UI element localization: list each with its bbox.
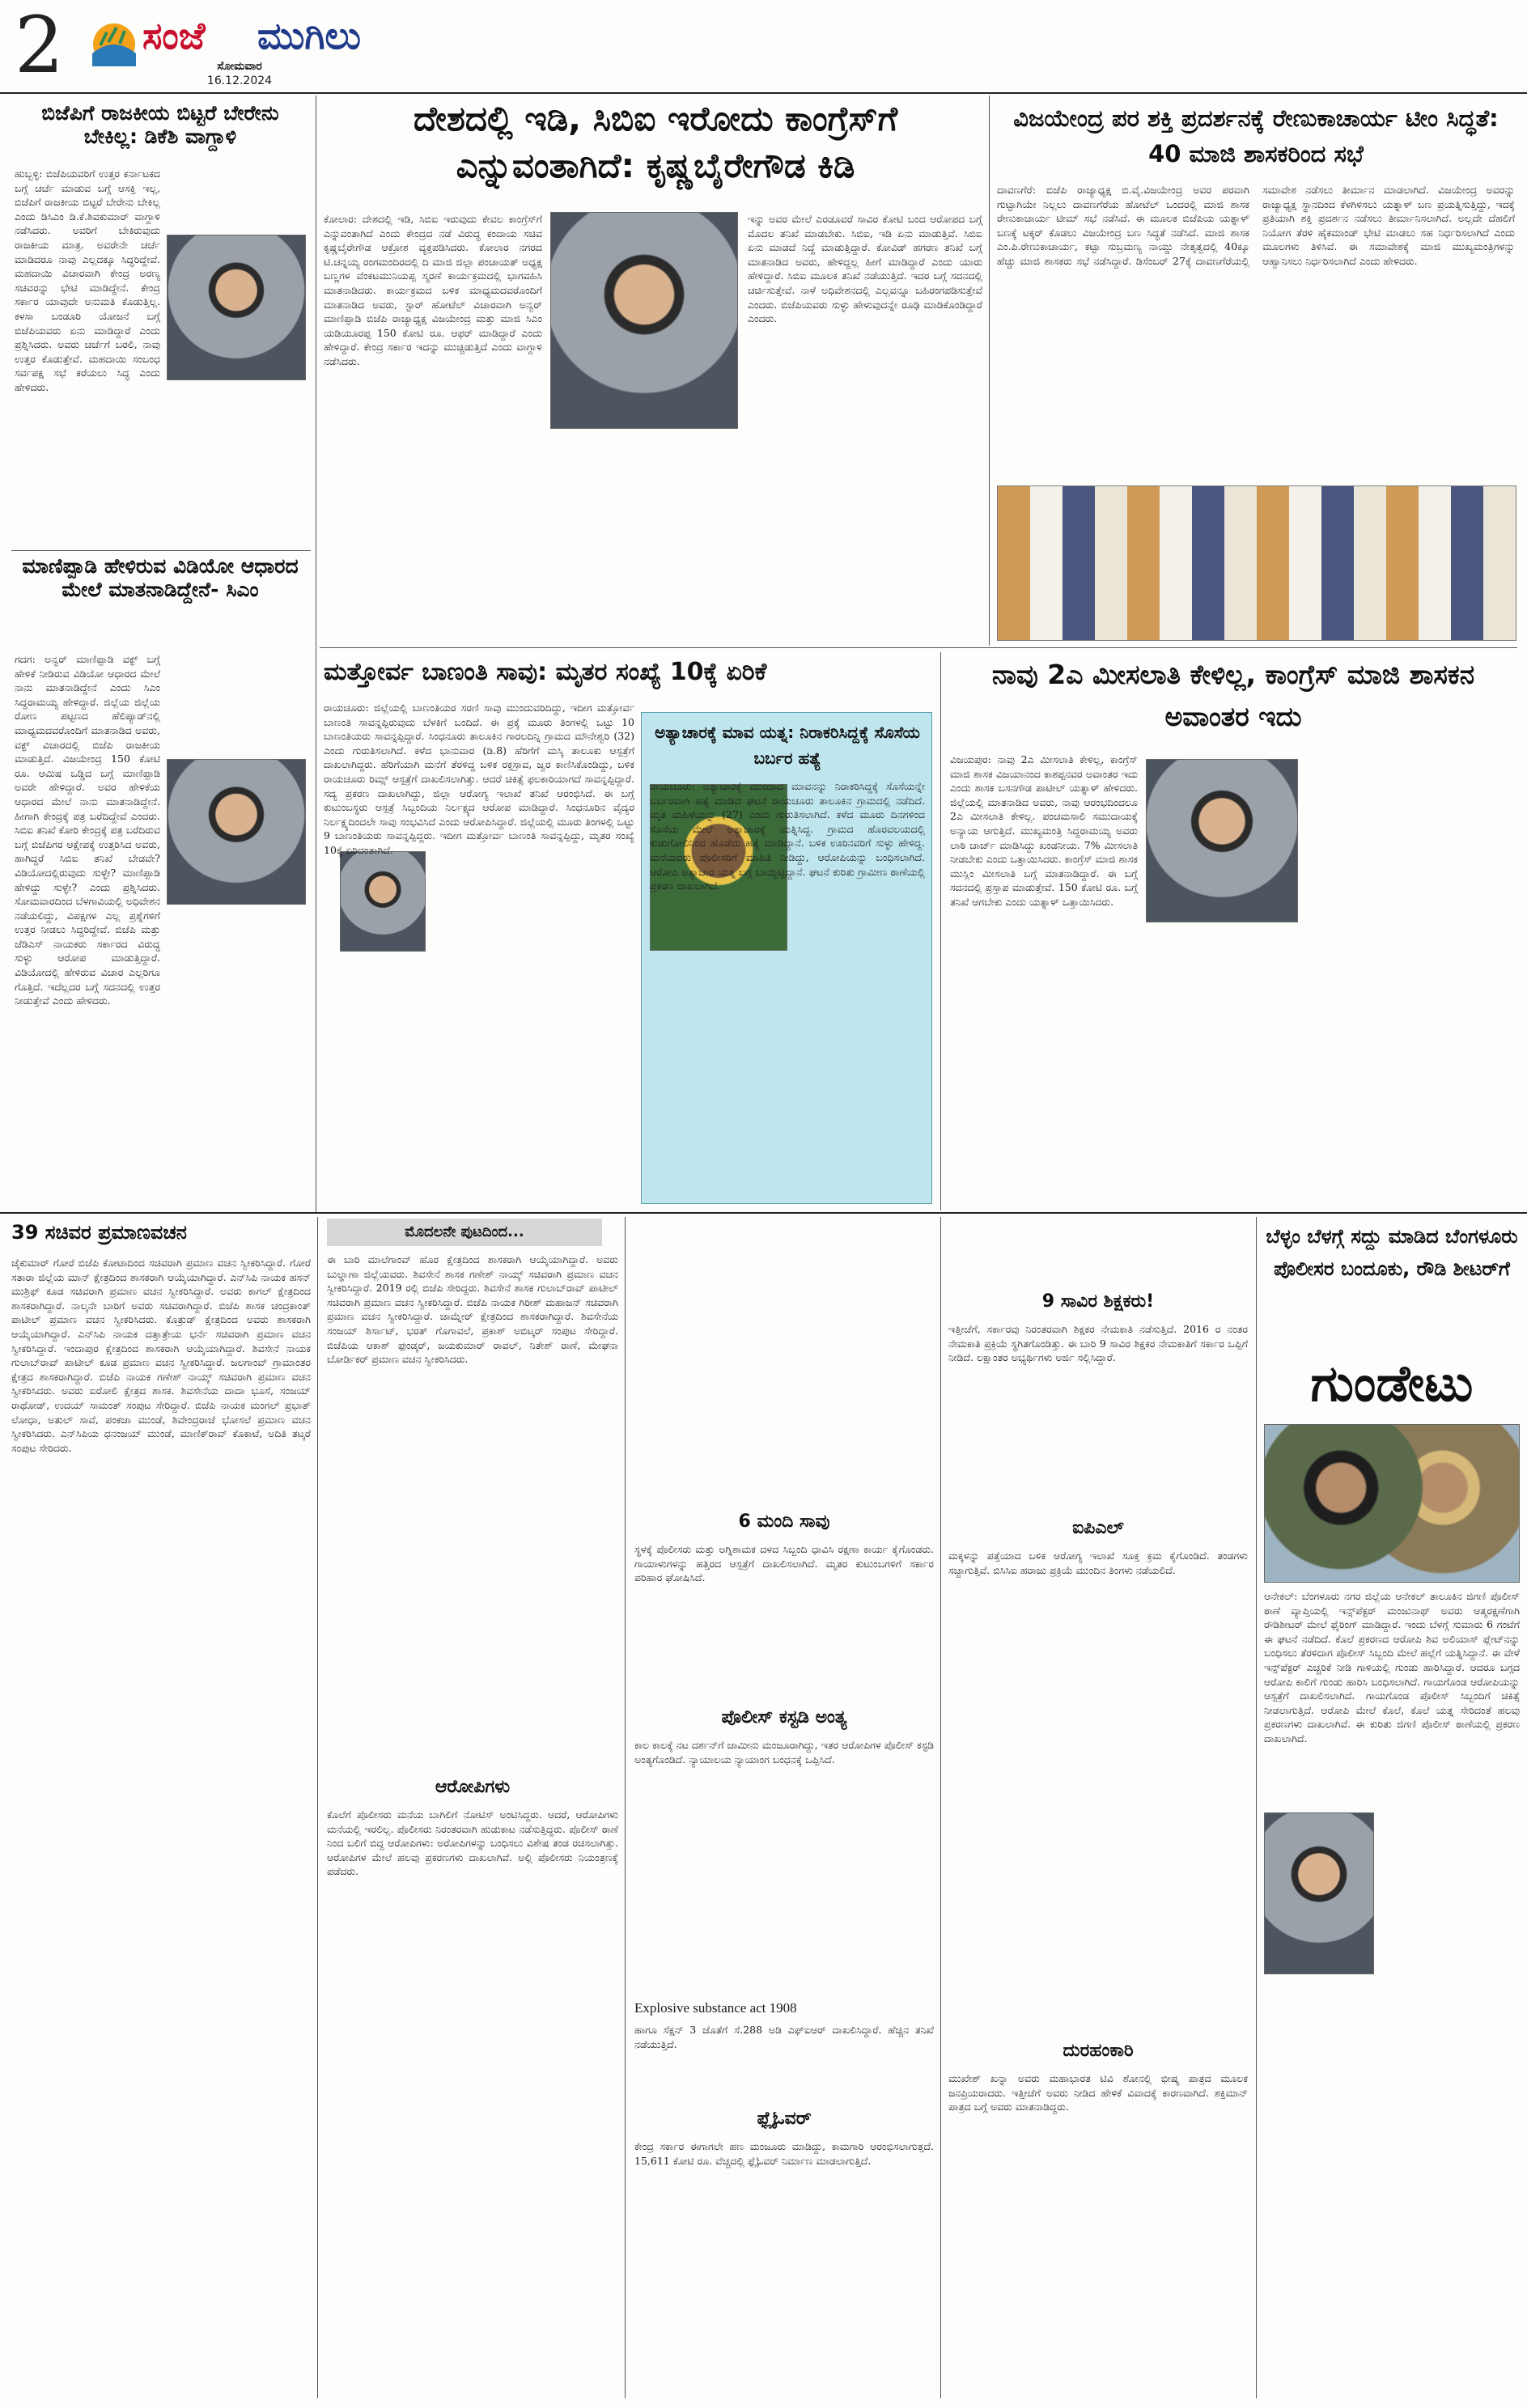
yatnal-photo — [1146, 759, 1298, 922]
accused-body: ಕೊಲೆಗೆ ಪೊಲೀಸರು ಮನೆಯ ಬಾಗಿಲಿಗೆ ನೋಟಿಸ್ ಅಂಟಿಸಿದ್ದರು. ಆದರೆ, ಆರೋಪಿಗಳು ಮನೆಯಲ್ಲಿ ಇರಲಿಲ್ಲ. ಪೊಲೀಸರು ನಿರಂತರವಾಗಿ ಹುಡುಕಾಟ ನಡೆಸುತ್ತಿದ್ದರು. ಪೊಲೀಸ್ ಠಾಣೆ ನಿಂದ ಬಲಿಗೆ ಬಿದ್ದ ಆರೋಪಿಗಳು: ಅರೋಪಿಗಳನ್ನು ಬಂಧಿಸಲು ವಿಶೇಷ ತಂಡ ರಚಿಸಲಾಗಿತ್ತು. ಆರೋಪಿಗಳ ಮೇಲೆ ಹಲವು ಪ್ರಕರಣಗಳು ದಾಖಲಾಗಿವೆ. ಅಲ್ಲಿ ಪೊಲೀಸರು ನಿಯಂತ್ರಣಕ್ಕೆ ಪಡೆದರು. — [327, 1808, 618, 1878]
six-prelude — [634, 1222, 934, 1497]
masthead-title-2: ಮುಗಿಲು — [257, 14, 361, 57]
shoot-headline: ಬೆಳ್ಳಂ ಬೆಳಗ್ಗೆ ಸದ್ದು ಮಾಡಿದ ಬೆಂಗಳೂರು ಪೊಲೀಸರ ಬಂದೂಕು, ರೌಡಿ ಶೀಟರ್‌ಗೆ — [1266, 1225, 1518, 1280]
oath-body: ಜೈಕುಮಾರ್ ಗೋರೆ ಬಿಜೆಪಿ ಕೋಟಾದಿಂದ ಸಚಿವರಾಗಿ ಪ್ರಮಾಣ ವಚನ ಸ್ವೀಕರಿಸಿದ್ದಾರೆ. ಗೋರೆ ಸತಾರಾ ಜಿಲ್ಲೆಯ ಮಾನ್ ಕ್ಷೇತ್ರದಿಂದ ಶಾಸಕರಾಗಿ ಆಯ್ಕೆಯಾಗಿದ್ದಾರೆ. ಎನ್‌ಸಿಪಿ ನಾಯಕ ಹಸನ್ ಮುಶ್ರಿಫ್ ಕೂಡ ಸಚಿವರಾಗಿ ಪ್ರಮಾಣ ವಚನ ಸ್ವೀಕರಿಸಿದ್ದಾರೆ. ಅವರು ಕಾಗಲ್ ಕ್ಷೇತ್ರದಿಂದ ಶಾಸಕರಾಗಿದ್ದಾರೆ. ನಾಲ್ಕನೇ ಬಾರಿಗೆ ಅವರು ಸಚಿವರಾಗಿದ್ದಾರೆ. ಬಿಜೆಪಿ ಶಾಸಕ ಚಂದ್ರಕಾಂತ್ ಪಾಟೀಲ್ ಪ್ರಮಾಣ ವಚನ ಸ್ವೀಕರಿಸಿದರು. ಕೊತ್ರುಡ್ ಕ್ಷೇತ್ರದಿಂದ ಅವರು ಶಾಸಕರಾಗಿ ಆಯ್ಕೆಯಾಗಿದ್ದಾರೆ. ಎನ್‌ಸಿಪಿ ನಾಯಕ ದತ್ತಾತ್ರೇಯ ಭರ್ನೆ ಸಚಿವರಾಗಿ ಪ್ರಮಾಣ ವಚನ ಸ್ವೀಕರಿಸಿದ್ದಾರೆ. ಇಂದಾಪುರ ಕ್ಷೇತ್ರದಿಂದ ಶಾಸಕರಾಗಿ ಆಯ್ಕೆಯಾಗಿದ್ದಾರೆ. ಶಿವಸೇನೆ ನಾಯಕ ಗುಲಾಬ್‌ರಾವ್ ಪಾಟೀಲ್ ಕೂಡ ಪ್ರಮಾಣ ವಚನ ಸ್ವೀಕರಿಸಿದ್ದಾರೆ. ಜಲಗಾಂವ್ ಗ್ರಾಮಾಂತರ ಕ್ಷೇತ್ರದ ಶಾಸಕರಾಗಿದ್ದಾರೆ. ಬಿಜೆಪಿ ನಾಯಕ ಗಣೇಶ್ ನಾಯ್ಕ್ ಸಚಿವರಾಗಿ ಪ್ರಮಾಣ ವಚನ ಸ್ವೀಕರಿಸಿದರು. ಅವರು ಐರೋಲಿ ಕ್ಷೇತ್ರದ ಶಾಸಕ. ಶಿವಸೇನೆಯ ದಾದಾ ಭೂಸೆ, ಸಂಜಯ್ ರಾಥೋಡ್, ಉದಯ್ ಸಾಮಂತ್ ಸಂಪುಟ ಸೇರಿದ್ದಾರೆ. ಬಿಜೆಪಿ ನಾಯಕ ಮಂಗಲ್ ಪ್ರಭಾತ್ ಲೋಧಾ, ಅತುಲ್ ಸಾವೆ, ಪಂಕಜಾ ಮುಂಡೆ, ಶಿವೇಂದ್ರರಾಜೆ ಭೋಸಲೆ ಪ್ರಮಾಣ ವಚನ ಸ್ವೀಕರಿಸಿದರು. ಎನ್‌ಸಿಪಿಯ ಧನಂಜಯ್ ಮುಂಡೆ, ಮಾಣಿಕ್‌ರಾವ್ ಕೊಕಾಟೆ, ಅದಿತಿ ತಟ್ಕರೆ ಸಂಪುಟ ಸೇರಿದರು. — [11, 1257, 311, 1454]
ipl-headline: ಐಪಿಎಲ್ — [1072, 1518, 1124, 1538]
explosive-headline: Explosive substance act 1908 — [634, 2000, 797, 2016]
dkshivakumar-photo — [167, 235, 306, 380]
arrogance-body: ಮುಖೇಶ್ ಖನ್ನಾ ಅವರು ಮಹಾಭಾರತ ಟಿವಿ ಶೋನಲ್ಲಿ ಭೀಷ್ಮ ಪಾತ್ರದ ಮೂಲಕ ಜನಪ್ರಿಯರಾದರು. ಇತ್ತೀಚೆಗೆ ಅವರು ನೀಡಿದ ಹೇಳಿಕೆ ವಿವಾದಕ್ಕೆ ಕಾರಣವಾಗಿದೆ. ಶಕ್ತಿಮಾನ್ ಪಾತ್ರದ ಬಗ್ಗೆ ಅವರು ಮಾತನಾಡಿದ್ದರು. — [948, 2072, 1248, 2113]
police-body: ಕಾಲ ಕಾಲಕ್ಕೆ ನಟ ದರ್ಶನ್‌ಗೆ ಜಾಮೀನು ಮಂಜೂರಾಗಿದ್ದು, ಇತರ ಆರೋಪಿಗಳ ಪೊಲೀಸ್ ಕಸ್ಟಡಿ ಅಂತ್ಯಗೊಂಡಿದೆ. ನ್ಯಾಯಾಲಯ ನ್ಯಾಯಾಂಗ ಬಂಧನಕ್ಕೆ ಒಪ್ಪಿಸಿದೆ. — [634, 1739, 934, 1766]
masthead-day: ಸೋಮವಾರ — [217, 60, 262, 73]
masthead-logo-icon — [87, 18, 141, 71]
reservation-body-right — [1308, 752, 1516, 1202]
continued-banner — [327, 1219, 602, 1246]
lead-headline: ದೇಶದಲ್ಲಿ ಇಡಿ, ಸಿಬಿಐ ಇರೋದು ಕಾಂಗ್ರೆಸ್‌ಗೆ ಎನ್ನುವಂತಾಗಿದೆ: ಕೃಷ್ಣಬೈರೇಗೌಡ ಕಿಡಿ — [413, 99, 898, 185]
masthead-title-1: ಸಂಜೆ — [142, 14, 206, 57]
explosive-body: ಹಾಗೂ ಸೆಕ್ಷನ್ 3 ಜೊತೆಗೆ ಸೆ.288 ಅಡಿ ಎಫ್‌ಐಆರ್ ದಾಖಲಿಸಿದ್ದಾರೆ. ಹೆಚ್ಚಿನ ತನಿಖೆ ನಡೆಯುತ್ತಿದೆ. — [634, 2024, 934, 2050]
police-headline: ಪೊಲೀಸ್ ಕಸ್ಟಡಿ ಅಂತ್ಯ — [721, 1707, 847, 1728]
boxed-story — [641, 712, 932, 1204]
vijayendra-headline: ವಿಜಯೇಂದ್ರ ಪರ ಶಕ್ತಿ ಪ್ರದರ್ಶನಕ್ಕೆ ರೇಣುಕಾಚಾರ್ಯ ಟೀಂ ಸಿದ್ಧತೆ: 40 ಮಾಜಿ ಶಾಸಕರಿಂದ ಸಭೆ — [1013, 104, 1499, 167]
left-body-1: ಹುಬ್ಬಳ್ಳಿ: ಬಿಜೆಪಿಯವರಿಗೆ ಉತ್ತರ ಕರ್ನಾಟಕದ ಬಗ್ಗೆ ಚರ್ಚೆ ಮಾಡುವ ಬಗ್ಗೆ ಆಸಕ್ತಿ ಇಲ್ಲ, ಬಿಜೆಪಿಗೆ ರಾಜಕೀಯ ಬಿಟ್ಟರೆ ಬೇರೇನು ಬೇಕಿಲ್ಲ ಎಂದು ಡಿಸಿಎಂ ಡಿ.ಕೆ.ಶಿವಕುಮಾರ್ ವಾಗ್ದಾಳಿ ನಡೆಸಿದರು. ಅವರಿಗೆ ಬೇಕಿರುವುದು ರಾಜಕೀಯ ಮಾತ್ರ. ಅವರೇನೇ ಚರ್ಚೆ ಮಾಡಿದರೂ ನಾವು ಎಲ್ಲದಕ್ಕೂ ಸಿದ್ಧರಿದ್ದೇವೆ. ಮಹದಾಯಿ ವಿಚಾರವಾಗಿ ಕೇಂದ್ರ ಅರಣ್ಯ ಸಚಿವರನ್ನು ಭೇಟಿ ಮಾಡಿದ್ದೇನೆ. ಕೇಂದ್ರ ಸರ್ಕಾರ ಯಾವುದೇ ಅನುಮತಿ ಕೊಡುತ್ತಿಲ್ಲ. ಕಳಸಾ ಬಂಡೂರಿ ಯೋಜನೆ ಬಗ್ಗೆ ಬಿಜೆಪಿಯವರು ಏನು ಮಾಡಿದ್ದಾರೆ ಎಂದು ಪ್ರಶ್ನಿಸಿದರು. ಅವರು ಚರ್ಚೆಗೆ ಬರಲಿ, ನಾವು ಉತ್ತರ ಕೊಡುತ್ತೇವೆ. ಮಹದಾಯಿ ಸಂಬಂಧ ಸರ್ವಪಕ್ಷ ಸಭೆ ಕರೆಯಲು ಸಿದ್ಧ ಎಂದು ಹೇಳಿದರು. — [15, 167, 160, 393]
accused-headline: ಆರೋಪಿಗಳು — [435, 1777, 511, 1797]
boxed-headline: ಅತ್ಯಾಚಾರಕ್ಕೆ ಮಾವ ಯತ್ನ: ನಿರಾಕರಿಸಿದ್ದಕ್ಕೆ ಸೊಸೆಯ ಬರ್ಬರ ಹತ್ಯೆ — [655, 723, 920, 768]
reservation-headline: ನಾವು 2ಎ ಮೀಸಲಾತಿ ಕೇಳಿಲ್ಲ, ಕಾಂಗ್ರೆಸ್ ಮಾಜಿ ಶಾಸಕನ ಅವಾಂತರ ಇದು — [991, 659, 1475, 732]
teachers-headline: 9 ಸಾವಿರ ಶಿಕ್ಷಕರು! — [1041, 1291, 1155, 1312]
vijayendra-body: ದಾವಣಗೆರೆ: ಬಿಜೆಪಿ ರಾಜ್ಯಾಧ್ಯಕ್ಷ ಬಿ.ವೈ.ವಿಜಯೇಂದ್ರ ಅವರ ಪರವಾಗಿ ಗುಟ್ಟಾಗಿಯೇ ನಿಲ್ಲಲು ದಾವಣಗೆರೆಯ ಹೋಟೆಲ್ ಒಂದರಲ್ಲಿ ಮಾಜಿ ಶಾಸಕ ರೇಣುಕಾಚಾರ್ಯ ಟೀಮ್ ಸಭೆ ನಡೆಸಿದೆ. ಈ ಮೂಲಕ ಬಿಜೆಪಿಯ ಯತ್ನಾಳ್ ಬಣಕ್ಕೆ ಟಕ್ಕರ್ ಕೊಡಲು ವಿಜಯೇಂದ್ರ ಬಣ ಸಿದ್ಧತೆ ನಡೆಸಿದೆ. ಮಾಜಿ ಶಾಸಕ ಎಂ.ಪಿ.ರೇಣುಕಾಚಾರ್ಯ, ಕಟ್ಟಾ ಸುಬ್ರಮಣ್ಯ ನಾಯ್ಡು ನೇತೃತ್ವದಲ್ಲಿ 40ಕ್ಕೂ ಹೆಚ್ಚು ಮಾಜಿ ಶಾಸಕರು ಸಭೆ ನಡೆಸಿದ್ದಾರೆ. ಡಿಸೆಂಬರ್ 27ಕ್ಕೆ ದಾವಣಗೆರೆಯಲ್ಲಿ ಸಮಾವೇಶ ನಡೆಸಲು ತೀರ್ಮಾನ ಮಾಡಲಾಗಿದೆ. ವಿಜಯೇಂದ್ರ ಅವರನ್ನು ರಾಜ್ಯಾಧ್ಯಕ್ಷ ಸ್ಥಾನದಿಂದ ಕೆಳಗಿಳಿಸಲು ಯತ್ನಾಳ್ ಬಣ ಪ್ರಯತ್ನಿಸುತ್ತಿದ್ದು, ಇದಕ್ಕೆ ಪ್ರತಿಯಾಗಿ ಶಕ್ತಿ ಪ್ರದರ್ಶನ ನಡೆಸಲು ತೀರ್ಮಾನಿಸಲಾಗಿದೆ. ಅಲ್ಲದೇ ದೆಹಲಿಗೆ ನಿಯೋಗ ತೆರಳಿ ಹೈಕಮಾಂಡ್ ಭೇಟಿ ಮಾಡಲು ಸಹ ನಿರ್ಧರಿಸಲಾಗಿದೆ ಎಂದು ಮೂಲಗಳು ತಿಳಿಸಿವೆ. ಈ ಸಮಾವೇಶಕ್ಕೆ ಮಾಜಿ ಮುಖ್ಯಮಂತ್ರಿಗಳನ್ನು ಆಹ್ವಾನಿಸಲು ನಿರ್ಧರಿಸಲಾಗಿದೆ ಎಂದು ಹೇಳಿದರು. — [997, 184, 1515, 267]
left-headline-2: ಮಾಣಿಪ್ಪಾಡಿ ಹೇಳಿರುವ ವಿಡಿಯೋ ಆಧಾರದ ಮೇಲೆ ಮಾತನಾಡಿದ್ದೇನೆ- ಸಿಎಂ — [22, 555, 299, 601]
balanthi-headline: ಮತ್ತೋರ್ವ ಬಾಣಂತಿ ಸಾವು: ಮೃತರ ಸಂಖ್ಯೆ 10ಕ್ಕೆ ಏರಿಕೆ — [324, 658, 767, 686]
arrogance-headline: ದುರಹಂಕಾರಿ — [1063, 2041, 1134, 2061]
meeting-photo — [997, 485, 1516, 641]
oath-headline: 39 ಸಚಿವರ ಪ್ರಮಾಣವಚನ — [11, 1222, 187, 1244]
shoot-headline-big: ಗುಂಡೇಟು — [1310, 1354, 1474, 1413]
continued-body-mid: ಈ ಬಾರಿ ಮಾಲೆಗಾಂವ್ ಹೊರ ಕ್ಷೇತ್ರದಿಂದ ಶಾಸಕರಾಗಿ ಆಯ್ಕೆಯಾಗಿದ್ದಾರೆ. ಅವರು ಬುಲ್ಢಾಣಾ ಜಿಲ್ಲೆಯವರು. ಶಿವಸೇನೆ ಶಾಸಕ ಗಣೇಶ್ ನಾಯ್ಕ್ ಸಚಿವರಾಗಿ ಪ್ರಮಾಣ ವಚನ ಸ್ವೀಕರಿಸಿದ್ದಾರೆ. 2019 ರಲ್ಲಿ ಬಿಜೆಪಿ ಸೇರಿದ್ದರು. ಶಿವಸೇನೆ ಶಾಸಕ ಗುಲಾಬ್‌ರಾವ್ ಪಾಟೀಲ್ ಸಚಿವರಾಗಿ ಪ್ರಮಾಣ ವಚನ ಸ್ವೀಕರಿಸಿದ್ದಾರೆ. ಬಿಜೆಪಿ ನಾಯಕ ಗಿರೀಶ್ ಮಹಾಜನ್ ಸಚಿವರಾಗಿ ಪ್ರಮಾಣ ವಚನ ಸ್ವೀಕರಿಸಿದ್ದಾರೆ. ಜಾಮ್ನೇರ್ ಕ್ಷೇತ್ರದಿಂದ ಶಾಸಕರಾಗಿದ್ದಾರೆ. ಶಿವಸೇನೆಯ ಸಂಜಯ್ ಶಿರ್ಸಾಟ್, ಭರತ್ ಗೊಗಾವಲೆ, ಪ್ರಕಾಶ್ ಅಬಿಟ್ಕರ್ ಸಂಪುಟ ಸೇರಿದ್ದಾರೆ. ಬಿಜೆಪಿಯ ಆಕಾಶ್ ಫುಂಡ್ಕರ್, ಜಯಕುಮಾರ್ ರಾವಲ್, ನಿತೇಶ್ ರಾಣೆ, ಮೇಘನಾ ಬೋರ್ಡಿಕರ್ ಪ್ರಮಾಣ ವಚನ ಸ್ವೀಕರಿಸಿದರು. — [327, 1253, 618, 1366]
masthead-date: 16.12.2024 — [206, 74, 273, 87]
six-headline: 6 ಮಂದಿ ಸಾವು — [738, 1511, 830, 1532]
flyover-headline: ಫ್ಲೈಓವರ್ — [757, 2109, 812, 2129]
boxed-body: ರಾಯಚೂರು: ಅತ್ಯಾಚಾರಕ್ಕೆ ಮುಂದಾದ ಮಾವನನ್ನು ನಿರಾಕರಿಸಿದ್ದಕ್ಕೆ ಸೊಸೆಯನ್ನೇ ಬರ್ಬರವಾಗಿ ಹತ್ಯೆ ಮಾಡಿದ ಘಟನೆ ರಾಯಚೂರು ತಾಲೂಕಿನ ಗ್ರಾಮದಲ್ಲಿ ನಡೆದಿದೆ. ಮೃತ ಮಹಿಳೆಯನ್ನು (27) ಎಂದು ಗುರುತಿಸಲಾಗಿದೆ. ಕಳೆದ ಮೂರು ದಿನಗಳಿಂದ ಸೊಸೆಯ ಮೇಲೆ ಅತ್ಯಾಚಾರಕ್ಕೆ ಯತ್ನಿಸಿದ್ದ. ಗ್ರಾಮದ ಹೊರವಲಯದಲ್ಲಿ ಕುಡುಗೋಲಿನಿಂದ ಹೊಡೆದು ಹತ್ಯೆ ಮಾಡಿದ್ದಾನೆ. ಬಳಿಕ ಊರಿನವರಿಗೆ ಸುಳ್ಳು ಹೇಳಿದ್ದ. ಮನೆಯವರು ಪೊಲೀಸರಿಗೆ ಮಾಹಿತಿ ನೀಡಿದ್ದು, ಆರೋಪಿಯನ್ನು ಬಂಧಿಸಲಾಗಿದೆ. ಆರೋಪಿ ಅತ್ಯಾಚಾರ ಯತ್ನ ಬಗ್ಗೆ ಬಾಯ್ಬಿಟ್ಟಿದ್ದಾನೆ. ಘಟನೆ ಕುರಿತು ಗ್ರಾಮೀಣ ಠಾಣೆಯಲ್ಲಿ ಪ್ರಕರಣ ದಾಖಲಾಗಿದೆ. — [650, 780, 925, 892]
krishnabyregowda-photo — [550, 212, 738, 429]
siddaramaiah-photo — [167, 759, 306, 905]
police-photo — [1264, 1424, 1520, 1583]
teachers-body: ಇತ್ತೀಚೆಗೆ, ಸರ್ಕಾರವು ನಿರಂತರವಾಗಿ ಶಿಕ್ಷಕರ ನೇಮಕಾತಿ ನಡೆಸುತ್ತಿದೆ. 2016 ರ ನಂತರ ನೇಮಕಾತಿ ಪ್ರಕ್ರಿಯೆ ಸ್ಥಗಿತಗೊಂಡಿತ್ತು. ಈ ಬಾರಿ 9 ಸಾವಿರ ಶಿಕ್ಷಕರ ನೇಮಕಾತಿಗೆ ಸರ್ಕಾರ ಒಪ್ಪಿಗೆ ನೀಡಿದೆ. ಲಕ್ಷಾಂತರ ಅಭ್ಯರ್ಥಿಗಳು ಅರ್ಜಿ ಸಲ್ಲಿಸಿದ್ದಾರೆ. — [948, 1323, 1248, 1364]
balanthi-body: ರಾಯಚೂರು: ಜಿಲ್ಲೆಯಲ್ಲಿ ಬಾಣಂತಿಯರ ಸರಣಿ ಸಾವು ಮುಂದುವರಿದಿದ್ದು, ಇದೀಗ ಮತ್ತೋರ್ವ ಬಾಣಂತಿ ಸಾವನ್ನಪ್ಪಿರುವುದು ಬೆಳಕಿಗೆ ಬಂದಿದೆ. ಈ ಪ್ರಕ್ಕೆ ಮೂರು ತಿಂಗಳಲ್ಲಿ ಒಟ್ಟು 10 ಬಾಣಂತಿಯರು ಸಾವನ್ನಪ್ಪಿದ್ದಾರೆ. ಸಿಂಧನೂರು ತಾಲೂಕಿನ ಗಾರಲದಿನ್ನಿ ಗ್ರಾಮದ ಮೌನೇಶ್ವರಿ (32) ಎಂದು ಗುರುತಿಸಲಾಗಿದೆ. ಕಳೆದ ಭಾನುವಾರ (ಡಿ.8) ಹೆರಿಗೆಗೆ ಮಸ್ಕಿ ತಾಲೂಕು ಆಸ್ಪತ್ರೆಗೆ ದಾಖಲಾಗಿದ್ದರು. ಹೆರಿಗೆಯಾಗಿ ಮನೆಗೆ ತೆರಳಿದ್ದ ಬಳಿಕ ರಕ್ತಸ್ರಾವ, ಜ್ವರ ಕಾಣಿಸಿಕೊಂಡಿದ್ದು, ಬಳಿಕ ರಾಯಚೂರು ರಿಮ್ಸ್ ಆಸ್ಪತ್ರೆಗೆ ದಾಖಲಿಸಲಾಗಿತ್ತು. ಆದರೆ ಚಿಕಿತ್ಸೆ ಫಲಕಾರಿಯಾಗದೆ ಸಾವನ್ನಪ್ಪಿದ್ದಾರೆ. ಸದ್ಯ ಪ್ರಕರಣ ದಾಖಲಾಗಿದ್ದು, ಜಿಲ್ಲಾ ಆರೋಗ್ಯ ಇಲಾಖೆ ತನಿಖೆ ಆರಂಭಿಸಿದೆ. ಈ ಬಗ್ಗೆ ಕುಟುಂಬಸ್ಥರು ಆಸ್ಪತ್ರೆ ಸಿಬ್ಬಂದಿಯ ನಿರ್ಲಕ್ಷ್ಯದ ಆರೋಪ ಮಾಡಿದ್ದಾರೆ. ಸಿಂಧನೂರಿನ ವೈದ್ಯರ ನಿರ್ಲಕ್ಷ್ಯದಿಂದಲೇ ಸಾವು ಸಂಭವಿಸಿದೆ ಎಂದು ಆರೋಪಿಸಿದ್ದಾರೆ. ಜಿಲ್ಲೆಯಲ್ಲಿ ಮೂರು ತಿಂಗಳಲ್ಲಿ ಒಟ್ಟು 9 ಬಾಣಂತಿಯರು ಸಾವನ್ನಪ್ಪಿದ್ದರು. ಇದೀಗ ಮತ್ತೋರ್ವ ಬಾಣಂತಿ ಸಾವನ್ನಪ್ಪಿದ್ದು, ಮೃತರ ಸಂಖ್ಯೆ 10ಕ್ಕೆ ಏರಿದಂತಾಗಿದೆ. — [324, 702, 634, 856]
shoot-body: ಆನೇಕಲ್: ಬೆಂಗಳೂರು ನಗರ ಜಿಲ್ಲೆಯ ಆನೇಕಲ್ ತಾಲೂಕಿನ ಜಿಗಣಿ ಪೊಲೀಸ್ ಠಾಣೆ ವ್ಯಾಪ್ತಿಯಲ್ಲಿ ಇನ್ಸ್‌ಪೆಕ್ಟರ್ ಮಂಜುನಾಥ್ ಅವರು ಆತ್ಮರಕ್ಷಣೆಗಾಗಿ ರೌಡಿಶೀಟರ್ ಮೇಲೆ ಫೈರಿಂಗ್ ಮಾಡಿದ್ದಾರೆ. ಇಂದು ಬೆಳಗ್ಗೆ ಸುಮಾರು 6 ಗಂಟೆಗೆ ಈ ಘಟನೆ ನಡೆದಿದೆ. ಕೊಲೆ ಪ್ರಕರಣದ ಆರೋಪಿ ಶಿವ ಅಲಿಯಾಸ್ ಪ್ಲೇಟ್‌ನನ್ನು ಬಂಧಿಸಲು ತೆರಳಿದಾಗ ಪೊಲೀಸ್ ಸಿಬ್ಬಂದಿ ಮೇಲೆ ಹಲ್ಲೆಗೆ ಯತ್ನಿಸಿದ್ದಾನೆ. ಈ ವೇಳೆ ಇನ್ಸ್‌ಪೆಕ್ಟರ್ ಎಚ್ಚರಿಕೆ ನೀಡಿ ಗಾಳಿಯಲ್ಲಿ ಗುಂಡು ಹಾರಿಸಿದ್ದಾರೆ. ಆದರೂ ಬಗ್ಗದ ಆರೋಪಿ ಕಾಲಿಗೆ ಗುಂಡು ಹಾರಿಸಿ ಬಂಧಿಸಲಾಗಿದೆ. ಗಾಯಗೊಂಡ ಆರೋಪಿಯನ್ನು ಆಸ್ಪತ್ರೆಗೆ ದಾಖಲಿಸಲಾಗಿದೆ. ಗಾಯಗೊಂಡ ಪೊಲೀಸ್ ಸಿಬ್ಬಂದಿಗೆ ಚಿಕಿತ್ಸೆ ನೀಡಲಾಗುತ್ತಿದೆ. ಆರೋಪಿ ಮೇಲೆ ಕೊಲೆ, ಕೊಲೆ ಯತ್ನ ಸೇರಿದಂತೆ ಹಲವು ಪ್ರಕರಣಗಳು ದಾಖಲಾಗಿವೆ. ಈ ಕುರಿತು ಜಿಗಣಿ ಪೊಲೀಸ್ ಠಾಣೆಯಲ್ಲಿ ಪ್ರಕರಣ ದಾಖಲಾಗಿದೆ. — [1264, 1590, 1520, 1745]
continued-banner-text: ಮೊದಲನೇ ಪುಟದಿಂದ... — [405, 1223, 524, 1240]
left-headline-1: ಬಿಜೆಪಿಗೆ ರಾಜಕೀಯ ಬಿಟ್ಟರೆ ಬೇರೇನು ಬೇಕಿಲ್ಲ: ಡಿಕೆಶಿ ವಾಗ್ದಾಳಿ — [41, 102, 279, 148]
six-body: ಸ್ಥಳಕ್ಕೆ ಪೊಲೀಸರು ಮತ್ತು ಅಗ್ನಿಶಾಮಕ ದಳದ ಸಿಬ್ಬಂದಿ ಧಾವಿಸಿ ರಕ್ಷಣಾ ಕಾರ್ಯ ಕೈಗೊಂಡರು. ಗಾಯಾಳುಗಳನ್ನು ಹತ್ತಿರದ ಆಸ್ಪತ್ರೆಗೆ ದಾಖಲಿಸಲಾಗಿದೆ. ಮೃತರ ಕುಟುಂಬಗಳಿಗೆ ಸರ್ಕಾರ ಪರಿಹಾರ ಘೋಷಿಸಿದೆ. — [634, 1543, 934, 1584]
lead-body-right: ಇನ್ನು ಅವರ ಮೇಲೆ ಎರಡೂವರೆ ಸಾವಿರ ಕೋಟಿ ಬಂದ ಆರೋಪದ ಬಗ್ಗೆ ಮೊದಲ ತನಿಖೆ ಮಾಡಬೇಕು. ಸಿಬಿಐ, ಇಡಿ ಏನು ಮಾಡುತ್ತಿವೆ. ಸಿಬಿಐ ಏನು ಮಾಡದೆ ನಿದ್ದೆ ಮಾಡುತ್ತಿದ್ದಾರೆ. ಕೋವಿಡ್ ಹಗರಣ ತನಿಖೆ ಬಗ್ಗೆ ಮಾತನಾಡಿದ ಅವರು, ಹೇಳಿದ್ದಲ್ಲ ಹೀಗೆ ಮಾಡಿದ್ದಾರೆ ಎಂದು ಯಾರು ಹೇಳಿದ್ದಾರೆ. ಸಿಬಿಐ ಮೂಲಕ ತನಿಖೆ ನಡೆಯುತ್ತಿದೆ. ಇದರ ಬಗ್ಗೆ ಸದನದಲ್ಲಿ ಚರ್ಚಿಸುತ್ತೇವೆ. ನಾಳೆ ಅಧಿವೇಶನದಲ್ಲಿ ಎಲ್ಲವನ್ನೂ ಬಹಿರಂಗಪಡಿಸುತ್ತೇವೆ ಎಂದರು. ಬಿಜೆಪಿಯವರು ಸುಳ್ಳು ಹೇಳುವುದನ್ನೇ ರೂಢಿ ಮಾಡಿಕೊಂಡಿದ್ದಾರೆ ಎಂದರು. — [748, 213, 982, 325]
flyover-body: ಕೇಂದ್ರ ಸರ್ಕಾರ ಈಗಾಗಲೇ ಹಣ ಮಂಜೂರು ಮಾಡಿದ್ದು, ಕಾಮಗಾರಿ ಆರಂಭಿಸಲಾಗುತ್ತದೆ. 15,611 ಕೋಟಿ ರೂ. ವೆಚ್ಚದಲ್ಲಿ ಫ್ಲೈಓವರ್ ನಿರ್ಮಾಣ ಮಾಡಲಾಗುತ್ತಿದೆ. — [634, 2140, 934, 2167]
teachers-prelude — [948, 1222, 1248, 1287]
masthead — [0, 0, 1527, 91]
left-body-2: ಗದಗ: ಅನ್ವರ್ ಮಾಣಿಪ್ಪಾಡಿ ವಕ್ಫ್ ಬಗ್ಗೆ ಹೇಳಿಕೆ ನೀಡಿರುವ ವಿಡಿಯೋ ಆಧಾರದ ಮೇಲೆ ನಾನು ಮಾತನಾಡಿದ್ದೇನೆ ಎಂದು ಸಿಎಂ ಸಿದ್ದರಾಮಯ್ಯ ಹೇಳಿದ್ದಾರೆ. ಜಿಲ್ಲೆಯ ಜಿಲ್ಲೆಯ ರೋಣ ಪಟ್ಟಣದ ಹೆಲಿಪ್ಯಾಡ್‌ನಲ್ಲಿ ಮಾಧ್ಯಮದವರೊಂದಿಗೆ ಮಾತನಾಡಿದ ಅವರು, ವಕ್ಫ್ ವಿಚಾರದಲ್ಲಿ ಬಿಜೆಪಿ ರಾಜಕೀಯ ಮಾಡುತ್ತಿದೆ. ವಿಜಯೇಂದ್ರ 150 ಕೋಟಿ ರೂ. ಆಮಿಷ ಒಡ್ಡಿದ ಬಗ್ಗೆ ಮಾಣಿಪ್ಪಾಡಿ ಅವರೇ ಹೇಳಿದ್ದಾರೆ. ಅವರ ಹೇಳಿಕೆಯ ಆಧಾರದ ಮೇಲೆ ನಾನು ಮಾತನಾಡಿದ್ದೇನೆ. ಹೀಗಾಗಿ ಕೇಂದ್ರಕ್ಕೆ ಪತ್ರ ಬರೆದಿದ್ದೇವೆ ಎಂದರು. ಸಿಬಿಐ ತನಿಖೆ ಕೋರಿ ಕೇಂದ್ರಕ್ಕೆ ಪತ್ರ ಬರೆದಿರುವ ಬಗ್ಗೆ ಬಿಜೆಪಿಗರ ಆಕ್ಷೇಪಕ್ಕೆ ಉತ್ತರಿಸಿದ ಅವರು, ಹಾಗಿದ್ದರೆ ಸಿಬಿಐ ತನಿಖೆ ಬೇಡವೇ? ವಿಡಿಯೋದಲ್ಲಿರುವುದು ಸುಳ್ಳೇ? ಮಾಣಿಪ್ಪಾಡಿ ಹೇಳಿದ್ದು ಸುಳ್ಳೇ? ಎಂದು ಪ್ರಶ್ನಿಸಿದರು. ಸೋಮವಾರದಿಂದ ಬೆಳಗಾವಿಯಲ್ಲಿ ಅಧಿವೇಶನ ನಡೆಯಲಿದ್ದು, ವಿಪಕ್ಷಗಳ ಎಲ್ಲ ಪ್ರಶ್ನೆಗಳಿಗೆ ಉತ್ತರ ನೀಡಲು ಸಿದ್ಧರಿದ್ದೇವೆ. ಬಿಜೆಪಿ ಮತ್ತು ಜೆಡಿಎಸ್ ನಾಯಕರು ಸರ್ಕಾರದ ವಿರುದ್ಧ ಸುಳ್ಳು ಆರೋಪ ಮಾಡುತ್ತಿದ್ದಾರೆ. ವಿಡಿಯೋದಲ್ಲಿ ಹೇಳಿರುವ ವಿಚಾರ ಎಲ್ಲರಿಗೂ ಗೊತ್ತಿದೆ. ಇದೆಲ್ಲದರ ಬಗ್ಗೆ ಸದನದಲ್ಲಿ ಉತ್ತರ ನೀಡುತ್ತೇವೆ ಎಂದು ಹೇಳಿದರು. — [15, 653, 160, 1007]
page-number: 2 — [15, 5, 65, 86]
ipl-body: ಮಕ್ಕಳನ್ನು ಪತ್ತೆಯಾದ ಬಳಿಕ ಆರೋಗ್ಯ ಇಲಾಖೆ ಸೂಕ್ತ ಕ್ರಮ ಕೈಗೊಂಡಿದೆ. ತಂಡಗಳು ಸಜ್ಜಾಗುತ್ತಿವೆ. ಬಿಸಿಸಿಐ ಹರಾಜು ಪ್ರಕ್ರಿಯೆ ಮುಂದಿನ ತಿಂಗಳು ನಡೆಯಲಿದೆ. — [948, 1550, 1248, 1576]
reservation-body: ವಿಜಯಪುರ: ನಾವು 2ಎ ಮೀಸಲಾತಿ ಕೇಳಿಲ್ಲ, ಕಾಂಗ್ರೆಸ್ ಮಾಜಿ ಶಾಸಕ ವಿಜಯಾನಂದ ಕಾಶಪ್ಪನವರ ಅವಾಂತರ ಇದು ಎಂದು ಶಾಸಕ ಬಸನಗೌಡ ಪಾಟೀಲ್ ಯತ್ನಾಳ್ ಹೇಳಿದರು. ಜಿಲ್ಲೆಯಲ್ಲಿ ಮಾತನಾಡಿದ ಅವರು, ನಾವು ಆರಂಭದಿಂದಲೂ 2ಎ ಮೀಸಲಾತಿ ಕೇಳಿಲ್ಲ. ಪಂಚಮಸಾಲಿ ಸಮುದಾಯಕ್ಕೆ ಅನ್ಯಾಯ ಆಗುತ್ತಿದೆ. ಮುಖ್ಯಮಂತ್ರಿ ಸಿದ್ದರಾಮಯ್ಯ ಅವರು ಲಾಠಿ ಚಾರ್ಜ್ ಮಾಡಿಸಿದ್ದು ಖಂಡನೀಯ. 7% ಮೀಸಲಾತಿ ನೀಡಬೇಕು ಎಂದು ಒತ್ತಾಯಿಸಿದರು. ಕಾಂಗ್ರೆಸ್ ಮಾಜಿ ಶಾಸಕ ಮುಸ್ಲಿಂ ಮೀಸಲಾತಿ ಬಗ್ಗೆ ಮಾತನಾಡಿದ್ದಾರೆ. ಈ ಬಗ್ಗೆ ಸದನದಲ್ಲಿ ಪ್ರಸ್ತಾಪ ಮಾಡುತ್ತೇವೆ. 150 ಕೋಟಿ ರೂ. ಬಗ್ಗೆ ತನಿಖೆ ಆಗಬೇಕು ಎಂದು ಯತ್ನಾಳ್ ಒತ್ತಾಯಿಸಿದರು. — [950, 753, 1138, 908]
lead-body-left: ಕೋಲಾರ: ದೇಶದಲ್ಲಿ ಇಡಿ, ಸಿಬಿಐ ಇರುವುದು ಕೇವಲ ಕಾಂಗ್ರೆಸ್‌ಗೆ ಎನ್ನುವಂತಾಗಿದೆ ಎಂದು ಕೇಂದ್ರದ ನಡೆ ವಿರುದ್ಧ ಕಂದಾಯ ಸಚಿವ ಕೃಷ್ಣಬೈರೇಗೌಡ ಆಕ್ರೋಶ ವ್ಯಕ್ತಪಡಿಸಿದರು. ಕೋಲಾರ ನಗರದ ಟಿ.ಚನ್ನಯ್ಯ ರಂಗಮಂದಿರದಲ್ಲಿ ದಿ ಮಾಜಿ ಜಿಲ್ಲಾ ಪಂಚಾಯತ್ ಅಧ್ಯಕ್ಷ ಬಣ್ಣಗಳ ವೆಂಕಟಮುನಿಯಪ್ಪ ಸ್ಮರಣೆ ಕಾರ್ಯಕ್ರಮದಲ್ಲಿ ಭಾಗವಹಿಸಿ ಮಾತನಾಡಿದರು. ಕಾರ್ಯಕ್ರಮದ ಬಳಿಕ ಮಾಧ್ಯಮದವರೊಂದಿಗೆ ಮಾತನಾಡಿದ ಅವರು, ಸ್ಟಾರ್ ಹೋಟೆಲ್ ವಿಚಾರವಾಗಿ ಅನ್ವರ್ ಮಾಣಿಪ್ಪಾಡಿ ಬಿಜೆಪಿ ರಾಜ್ಯಾಧ್ಯಕ್ಷ ವಿಜಯೇಂದ್ರ ಮತ್ತು ಮಾಜಿ ಸಿಎಂ ಯಡಿಯೂರಪ್ಪ 150 ಕೋಟಿ ರೂ. ಆಫರ್ ಮಾಡಿದ್ದಾರೆ ಎಂದು ಹೇಳಿದ್ದಾರೆ. ಕೇಂದ್ರ ಸರ್ಕಾರ ಇದನ್ನು ಮುಚ್ಚಿಡುತ್ತಿದೆ ಎಂದು ವಾಗ್ದಾಳಿ ನಡೆಸಿದರು. — [324, 213, 542, 367]
